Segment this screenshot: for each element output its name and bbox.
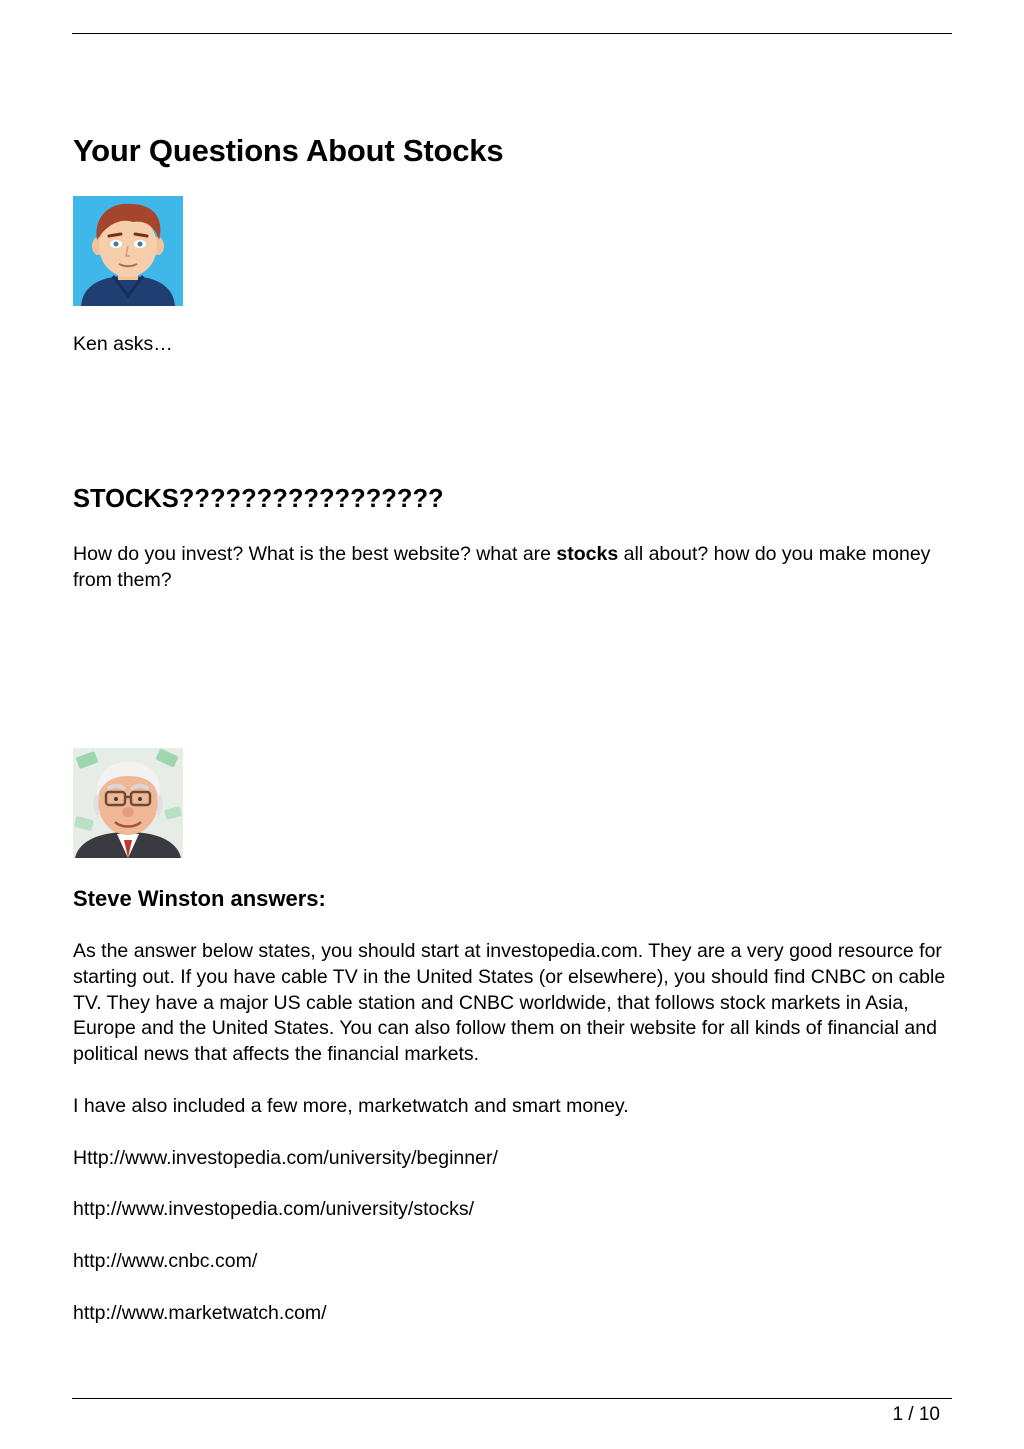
link-marketwatch[interactable]: http://www.marketwatch.com/ [73,1302,327,1324]
answer-followup: I have also included a few more, marketwatch and smart money. [73,1095,629,1117]
asker-avatar-illustration [73,196,183,306]
asker-avatar [73,196,183,306]
question-body-keyword: stocks [556,543,619,565]
link-investopedia-stocks[interactable]: http://www.investopedia.com/university/stocks/ [73,1198,474,1220]
question-body [73,542,953,594]
question-body-text-end: all about? how do you make money from them? [73,543,931,591]
question-title: STOCKS????????????????? [73,485,444,513]
answerer-line: Steve Winston answers: [73,886,326,911]
page-number: 1 / 10 [892,1404,940,1425]
header-rule [72,33,952,34]
link-investopedia-beginner[interactable]: Http://www.investopedia.com/university/beginner/ [73,1147,498,1169]
answerer-avatar [73,748,183,858]
answer-paragraph: As the answer below states, you should start at investopedia.com. They are a very good resource for starting out. If you have cable TV in the United States (or elsewhere), you should find CNBC on cable TV. They have a major US cable station and CNBC worldwide, that follows stock markets in Asia, Europe and the United States. You can also follow them on their website for all kinds of financial and political news that affects the financial markets. [73,940,946,1066]
page-title: Your Questions About Stocks [73,133,504,168]
answerer-avatar-illustration [73,748,183,858]
link-cnbc[interactable]: http://www.cnbc.com/ [73,1250,258,1272]
footer-rule [72,1398,952,1399]
question-body-text: How do you invest? What is the best website? what are [73,543,557,565]
asker-line: Ken asks… [73,333,173,355]
